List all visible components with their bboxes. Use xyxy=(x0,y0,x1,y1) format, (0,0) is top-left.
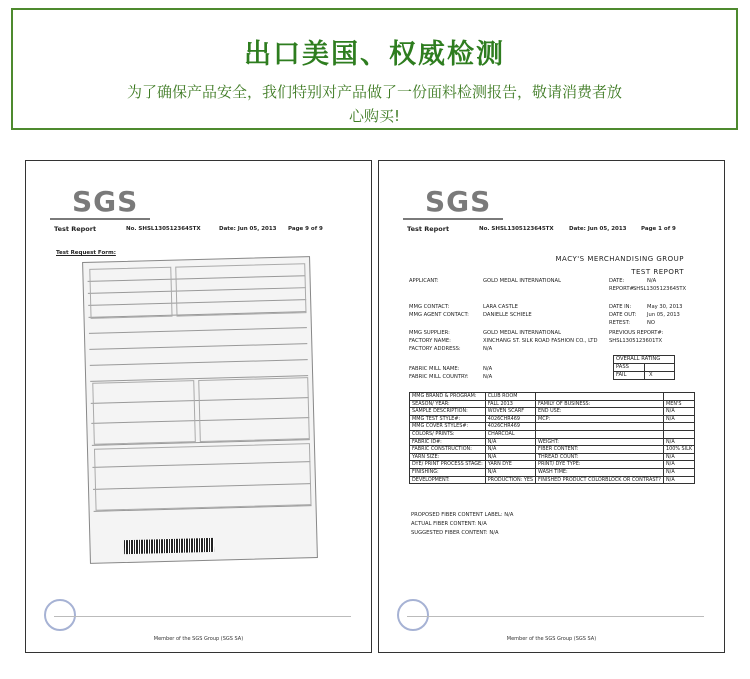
table-cell xyxy=(536,430,664,438)
table-cell: N/A xyxy=(485,468,535,476)
table-row xyxy=(410,423,695,431)
report-header xyxy=(26,225,371,237)
proposed-fiber-row: PROPOSED FIBER CONTENT LABEL: N/A xyxy=(411,512,514,518)
table-cell: FINISHING: xyxy=(410,468,486,476)
pass-row xyxy=(614,364,674,372)
table-cell: N/A xyxy=(664,468,695,476)
sgs-stamp xyxy=(397,599,429,631)
product-info-table xyxy=(409,392,695,484)
previous-report-value: SHSL1305123601TX xyxy=(609,338,663,344)
table-cell: THREAD COUNT: xyxy=(536,453,664,461)
factory-value: XINCHANG ST. SILK ROAD FASHION CO., LTD xyxy=(483,338,598,344)
header-banner xyxy=(11,8,738,130)
agent-label: MMG AGENT CONTACT: xyxy=(409,312,469,318)
agent-value: DANIELLE SCHIELE xyxy=(483,312,532,318)
report-header xyxy=(379,225,724,237)
supplier-label: MMG SUPPLIER: xyxy=(409,330,450,336)
barcode xyxy=(124,538,214,554)
actual-fiber-row: ACTUAL FIBER CONTENT: N/A xyxy=(411,521,487,527)
report-label: Test Report xyxy=(54,225,97,233)
report-number: No. SHSL1305123645TX xyxy=(126,226,201,232)
table-cell xyxy=(536,393,664,401)
table-cell: CHARCOAL xyxy=(485,430,535,438)
table-cell xyxy=(664,393,695,401)
fiber-content-section xyxy=(411,511,513,538)
date-out-label: DATE OUT: xyxy=(609,312,637,318)
table-cell: N/A xyxy=(664,415,695,423)
table-row xyxy=(410,393,695,401)
table-cell: SEASON/ YEAR: xyxy=(410,400,486,408)
sgs-logo: SGS xyxy=(72,185,139,218)
table-cell: DEVELOPMENT: xyxy=(410,476,486,484)
contact-footer xyxy=(54,616,351,626)
table-row xyxy=(410,400,695,408)
table-cell xyxy=(664,430,695,438)
table-cell: FABRIC CONSTRUCTION: xyxy=(410,446,486,454)
member-line: Member of the SGS Group (SGS SA) xyxy=(153,636,244,642)
table-cell xyxy=(536,423,664,431)
table-cell: PRINT/ DYE TYPE: xyxy=(536,461,664,469)
mill-country-value: N/A xyxy=(483,374,493,380)
report-date: Date: Jun 05, 2013 xyxy=(219,226,277,232)
date-in-value: May 30, 2013 xyxy=(647,304,683,310)
mill-country-label: FABRIC MILL COUNTRY: xyxy=(409,374,469,380)
report-page-number: Page 9 of 9 xyxy=(288,226,323,232)
table-cell: PRODUCTION: YES xyxy=(485,476,535,484)
report-page-number: Page 1 of 9 xyxy=(641,226,676,232)
factory-address-value: N/A xyxy=(483,346,493,352)
table-cell: MMG COVER STYLES#: xyxy=(410,423,486,431)
macys-title xyxy=(556,253,684,279)
factory-address-label: FACTORY ADDRESS: xyxy=(409,346,461,352)
logo-underline xyxy=(50,218,150,220)
test-report-title: TEST REPORT xyxy=(631,268,684,276)
group-title: MACY'S MERCHANDISING GROUP xyxy=(555,255,684,263)
table-cell: YARN DYE xyxy=(485,461,535,469)
fail-mark: X xyxy=(644,372,653,379)
date-out-value: Jun 05, 2013 xyxy=(647,312,680,318)
table-cell: WOVEN SCARF xyxy=(485,408,535,416)
table-row xyxy=(410,468,695,476)
sgs-stamp xyxy=(44,599,76,631)
table-cell xyxy=(664,423,695,431)
table-cell: CLUB ROOM xyxy=(485,393,535,401)
report-page-left xyxy=(25,160,372,653)
table-row xyxy=(410,430,695,438)
suggested-fiber-row: SUGGESTED FIBER CONTENT: N/A xyxy=(411,530,499,536)
banner-title: 出口美国、权威检测 xyxy=(244,39,505,70)
report-no-value: SHSL1305123645TX xyxy=(633,286,687,292)
previous-report-label: PREVIOUS REPORT#: xyxy=(609,330,664,336)
table-cell: COLORS/ PRINTS: xyxy=(410,430,486,438)
overall-rating-box xyxy=(613,355,675,380)
table-cell: MMG BRAND & PROGRAM: xyxy=(410,393,486,401)
overall-rating-header: OVERALL RATING xyxy=(614,356,674,364)
table-cell: END USE: xyxy=(536,408,664,416)
table-cell: N/A xyxy=(485,453,535,461)
table-cell: N/A xyxy=(664,461,695,469)
applicant-value: GOLD MEDAL INTERNATIONAL xyxy=(483,278,561,284)
table-cell: MCP: xyxy=(536,415,664,423)
table-cell: WASH TIME: xyxy=(536,468,664,476)
fail-row xyxy=(614,372,674,379)
table-cell: N/A xyxy=(485,446,535,454)
report-number: No. SHSL1305123645TX xyxy=(479,226,554,232)
banner-description: 为了确保产品安全，我们特别对产品做了一份面料检测报告，敬请消费者放心购买! xyxy=(126,83,622,125)
table-row xyxy=(410,415,695,423)
table-cell: MEN'S xyxy=(664,400,695,408)
pass-label: PASS xyxy=(616,364,629,370)
retest-value: NO xyxy=(647,320,655,326)
table-cell: MMG TEST STYLE#: xyxy=(410,415,486,423)
table-cell: N/A xyxy=(485,438,535,446)
table-row xyxy=(410,461,695,469)
contact-footer xyxy=(407,616,704,626)
member-line: Member of the SGS Group (SGS SA) xyxy=(506,636,597,642)
table-cell: N/A xyxy=(664,408,695,416)
date-value: N/A xyxy=(647,278,657,284)
date-in-label: DATE IN: xyxy=(609,304,632,310)
table-row xyxy=(410,408,695,416)
contact-value: LARA CASTLE xyxy=(483,304,518,310)
supplier-value: GOLD MEDAL INTERNATIONAL xyxy=(483,330,561,336)
retest-label: RETEST: xyxy=(609,320,630,326)
table-cell: N/A xyxy=(664,438,695,446)
report-label: Test Report xyxy=(407,225,450,233)
sgs-logo: SGS xyxy=(425,185,492,218)
factory-label: FACTORY NAME: xyxy=(409,338,451,344)
table-cell: FINISHED PRODUCT COLORBLOCK OR CONTRAST? xyxy=(536,476,664,484)
table-row xyxy=(410,453,695,461)
applicant-label: APPLICANT: xyxy=(409,278,439,284)
mill-label: FABRIC MILL NAME: xyxy=(409,366,460,372)
table-cell: FIBER CONTENT: xyxy=(536,446,664,454)
table-cell: 100% SILK xyxy=(664,446,695,454)
report-no-label: REPORT#: xyxy=(609,286,636,292)
table-cell: 4026CHR469 xyxy=(485,415,535,423)
contact-label: MMG CONTACT: xyxy=(409,304,450,310)
table-row xyxy=(410,446,695,454)
table-cell: 4026CHR469 xyxy=(485,423,535,431)
table-cell: YARN SIZE: xyxy=(410,453,486,461)
table-row xyxy=(410,438,695,446)
table-cell: WEIGHT: xyxy=(536,438,664,446)
mill-value: N/A xyxy=(483,366,493,372)
report-date: Date: Jun 05, 2013 xyxy=(569,226,627,232)
test-request-form-image xyxy=(82,256,318,564)
date-label: DATE: xyxy=(609,278,625,284)
table-cell: SAMPLE DESCRIPTION: xyxy=(410,408,486,416)
table-cell: FALL 2013 xyxy=(485,400,535,408)
table-cell: FABRIC ID#: xyxy=(410,438,486,446)
logo-underline xyxy=(403,218,503,220)
table-cell: N/A xyxy=(664,453,695,461)
fail-label: FAIL xyxy=(616,372,627,378)
table-cell: N/A xyxy=(664,476,695,484)
table-cell: FAMILY OF BUSINESS: xyxy=(536,400,664,408)
table-cell: DYE/ PRINT PROCESS STAGE: xyxy=(410,461,486,469)
table-row xyxy=(410,476,695,484)
report-page-right xyxy=(378,160,725,653)
section-label: Test Request Form: xyxy=(56,250,116,256)
